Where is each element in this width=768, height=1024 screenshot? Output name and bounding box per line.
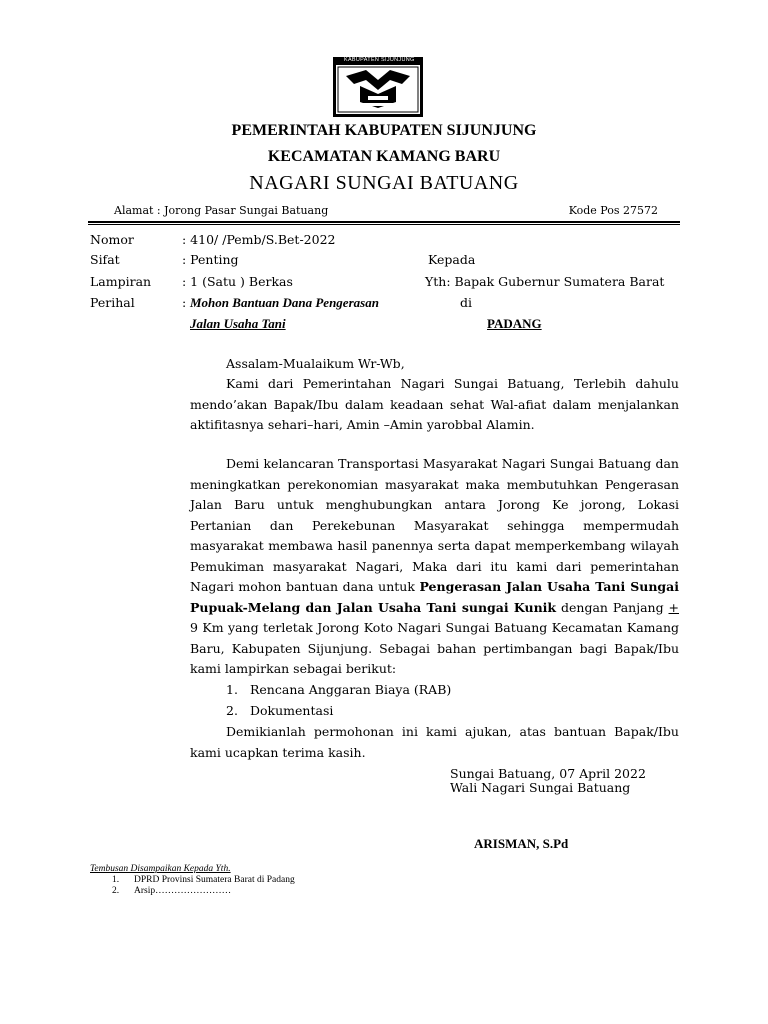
postcode-text: Kode Pos 27572 bbox=[568, 204, 658, 217]
letterhead-nagari: NAGARI SUNGAI BATUANG bbox=[249, 172, 519, 194]
lampiran-value: : 1 (Satu ) Berkas bbox=[182, 274, 293, 289]
closing-paragraph: Demikianlah permohonan ini kami ajukan, atas bantuan Bapak/Ibu kami ucapkan terima kasih. bbox=[190, 724, 679, 760]
paragraph-2-road-names: Pengerasan Jalan Usaha Tani Sungai Pupuak-Melang dan Jalan Usaha Tani sungai Kunik bbox=[190, 579, 680, 615]
regency-emblem-icon bbox=[332, 56, 424, 118]
cc-item-1: DPRD Provinsi Sumatera Barat di Padang bbox=[134, 875, 295, 885]
recipient-city: PADANG bbox=[487, 316, 542, 331]
signature-place-date: Sungai Batuang, 07 April 2022 bbox=[450, 766, 646, 781]
regency-logo bbox=[332, 56, 424, 118]
kepada-label: Kepada bbox=[428, 252, 476, 267]
address-text: Alamat : Jorong Pasar Sungai Batuang bbox=[114, 204, 329, 217]
attachment-item-2: Dokumentasi bbox=[250, 703, 334, 718]
cc-heading: Tembusan Disampaikan Kepada Yth. bbox=[90, 864, 231, 874]
paragraph-2-plusminus: + bbox=[668, 599, 679, 615]
perihal-colon: : bbox=[182, 295, 187, 310]
cc-item-2: Arsip…………………… bbox=[134, 886, 232, 896]
paragraph-2 bbox=[190, 454, 679, 680]
recipient-name: Yth: Bapak Gubernur Sumatera Barat bbox=[425, 274, 665, 289]
lampiran-label: Lampiran bbox=[90, 274, 152, 289]
sifat-value: : Penting bbox=[182, 252, 239, 267]
nomor-label: Nomor bbox=[90, 232, 134, 247]
sifat-label: Sifat bbox=[90, 252, 120, 267]
cc-num-1: 1. bbox=[112, 875, 120, 885]
perihal-label: Perihal bbox=[90, 295, 135, 310]
paragraph-2-length: dengan Panjang bbox=[556, 599, 669, 615]
paragraph-2-location: 9 Km yang terletak Jorong Koto Nagari Sungai Batuang Kecamatan Kamang Baru, Kabupaten Sijunjung. Sebagai bahan pertimbangan bagi Bapak/Ibu kami lampirkan sebagai berikut: bbox=[190, 620, 679, 676]
attachment-num-1: 1. bbox=[226, 682, 238, 697]
paragraph-1: Kami dari Pemerintahan Nagari Sungai Batuang, Terlebih dahulu mendo’akan Bapak/Ibu dalam keadaan sehat Wal-afiat dalam menjalankan aktifitasnya sehari–hari, Amin –Amin yarobbal Alamin. bbox=[190, 376, 679, 432]
logo-text: KABUPATEN SIJUNJUNG bbox=[344, 57, 415, 63]
attachment-num-2: 2. bbox=[226, 703, 238, 718]
header-rule-thick bbox=[88, 221, 680, 223]
di-label: di bbox=[460, 295, 472, 310]
perihal-line2: Jalan Usaha Tani bbox=[190, 316, 286, 331]
paragraph-2-intro: Demi kelancaran Transportasi Masyarakat Nagari Sungai Batuang dan meningkatkan perekonomian masyarakat maka membutuhkan Pengerasan Jalan Baru untuk menghubungkan antara Jorong Ke jorong, Lokasi Pertanian dan Perekebunan Masyarakat sehingga mempermudah masyarakat membawa hasil panennya serta dapat memperkembang wilayah Pemukiman masyarakat Nagari, Maka dari itu kami dari pemerintahan Nagari mohon bantuan dana untuk bbox=[190, 456, 679, 594]
perihal-line1: Mohon Bantuan Dana Pengerasan bbox=[190, 295, 379, 310]
nomor-value: : 410/ /Pemb/S.Bet-2022 bbox=[182, 232, 336, 247]
signature-title: Wali Nagari Sungai Batuang bbox=[450, 780, 631, 795]
cc-num-2: 2. bbox=[112, 886, 120, 896]
letterhead-district: KECAMATAN KAMANG BARU bbox=[267, 148, 501, 165]
attachment-item-1: Rencana Anggaran Biaya (RAB) bbox=[250, 682, 452, 697]
signatory-name: ARISMAN, S.Pd bbox=[474, 836, 569, 851]
letterhead-government: PEMERINTAH KABUPATEN SIJUNJUNG bbox=[231, 122, 537, 139]
greeting: Assalam-Mualaikum Wr-Wb, bbox=[226, 356, 405, 371]
header-rule-thin bbox=[88, 224, 680, 225]
